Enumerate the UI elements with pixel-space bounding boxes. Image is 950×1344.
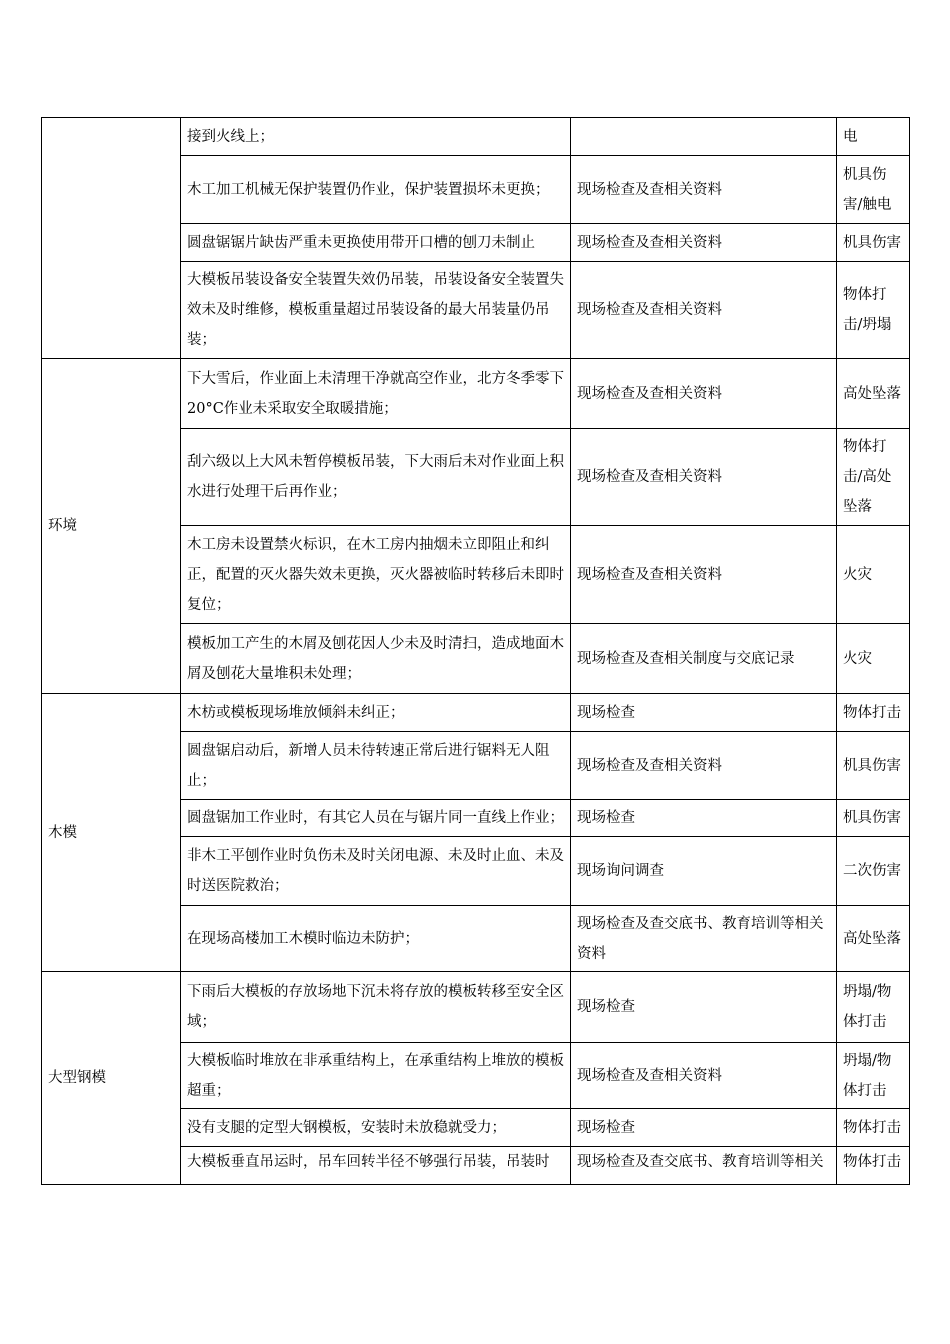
hazard-cell: 木工房未设置禁火标识，在木工房内抽烟未立即阻止和纠正，配置的灭火器失效未更换，灭火器被临时转移后未即时复位； [181, 526, 571, 624]
hazard-cell: 接到火线上； [181, 118, 571, 156]
consequence-cell: 机具伤害/触电 [837, 156, 910, 224]
consequence-cell: 二次伤害 [837, 837, 910, 906]
method-cell: 现场检查 [571, 972, 837, 1043]
method-cell: 现场检查及查相关资料 [571, 359, 837, 429]
consequence-cell: 电 [837, 118, 910, 156]
hazard-cell: 木工加工机械无保护装置仍作业，保护装置损坏未更换； [181, 156, 571, 224]
consequence-cell: 机具伤害 [837, 224, 910, 262]
category-cell: 环境 [42, 359, 181, 694]
consequence-cell: 高处坠落 [837, 359, 910, 429]
method-cell: 现场检查及查相关资料 [571, 526, 837, 624]
consequence-cell: 物体打击 [837, 1109, 910, 1147]
method-cell: 现场检查及查交底书、教育培训等相关 [571, 1147, 837, 1185]
consequence-cell: 火灾 [837, 526, 910, 624]
hazard-cell: 没有支腿的定型大钢模板，安装时未放稳就受力； [181, 1109, 571, 1147]
method-cell: 现场检查及查交底书、教育培训等相关资料 [571, 906, 837, 972]
category-cell: 木模 [42, 694, 181, 972]
consequence-cell: 机具伤害 [837, 800, 910, 837]
category-cell [42, 118, 181, 359]
method-cell: 现场检查及查相关资料 [571, 429, 837, 526]
method-cell: 现场检查 [571, 800, 837, 837]
method-cell: 现场检查及查相关资料 [571, 224, 837, 262]
hazard-cell: 在现场高楼加工木模时临边未防护； [181, 906, 571, 972]
method-cell: 现场检查及查相关制度与交底记录 [571, 624, 837, 694]
consequence-cell: 物体打击/坍塌 [837, 262, 910, 359]
consequence-cell: 高处坠落 [837, 906, 910, 972]
hazard-cell: 非木工平刨作业时负伤未及时关闭电源、未及时止血、未及时送医院救治； [181, 837, 571, 906]
method-cell: 现场检查及查相关资料 [571, 156, 837, 224]
consequence-cell: 坍塌/物体打击 [837, 1043, 910, 1109]
hazard-cell: 大模板垂直吊运时，吊车回转半径不够强行吊装，吊装时 [181, 1147, 571, 1185]
hazard-cell: 大模板临时堆放在非承重结构上，在承重结构上堆放的模板超重； [181, 1043, 571, 1109]
hazard-cell: 圆盘锯锯片缺齿严重未更换使用带开口槽的刨刀未制止 [181, 224, 571, 262]
consequence-cell: 物体打击 [837, 694, 910, 732]
category-cell: 大型钢模 [42, 972, 181, 1185]
table-row [42, 972, 910, 1043]
method-cell: 现场检查 [571, 694, 837, 732]
hazard-cell: 模板加工产生的木屑及刨花因人少未及时清扫，造成地面木屑及刨花大量堆积未处理； [181, 624, 571, 694]
hazard-table [41, 117, 910, 1185]
table-row [42, 694, 910, 732]
hazard-cell: 圆盘锯启动后，新增人员未待转速正常后进行锯料无人阻止； [181, 732, 571, 800]
hazard-cell: 下雨后大模板的存放场地下沉未将存放的模板转移至安全区域； [181, 972, 571, 1043]
table-row [42, 118, 910, 156]
hazard-cell: 大模板吊装设备安全装置失效仍吊装，吊装设备安全装置失效未及时维修，模板重量超过吊装设备的最大吊装量仍吊装； [181, 262, 571, 359]
method-cell: 现场检查及查相关资料 [571, 732, 837, 800]
method-cell: 现场检查及查相关资料 [571, 1043, 837, 1109]
method-cell: 现场询问调查 [571, 837, 837, 906]
consequence-cell: 物体打击 [837, 1147, 910, 1185]
table-row [42, 359, 910, 429]
method-cell: 现场检查 [571, 1109, 837, 1147]
consequence-cell: 物体打击/高处坠落 [837, 429, 910, 526]
method-cell: 现场检查及查相关资料 [571, 262, 837, 359]
consequence-cell: 火灾 [837, 624, 910, 694]
hazard-cell: 圆盘锯加工作业时，有其它人员在与锯片同一直线上作业； [181, 800, 571, 837]
consequence-cell: 坍塌/物体打击 [837, 972, 910, 1043]
hazard-cell: 木枋或模板现场堆放倾斜未纠正； [181, 694, 571, 732]
hazard-cell: 刮六级以上大风未暂停模板吊装，下大雨后未对作业面上积水进行处理干后再作业； [181, 429, 571, 526]
consequence-cell: 机具伤害 [837, 732, 910, 800]
hazard-cell: 下大雪后，作业面上未清理干净就高空作业，北方冬季零下20°C作业未采取安全取暖措施； [181, 359, 571, 429]
method-cell [571, 118, 837, 156]
